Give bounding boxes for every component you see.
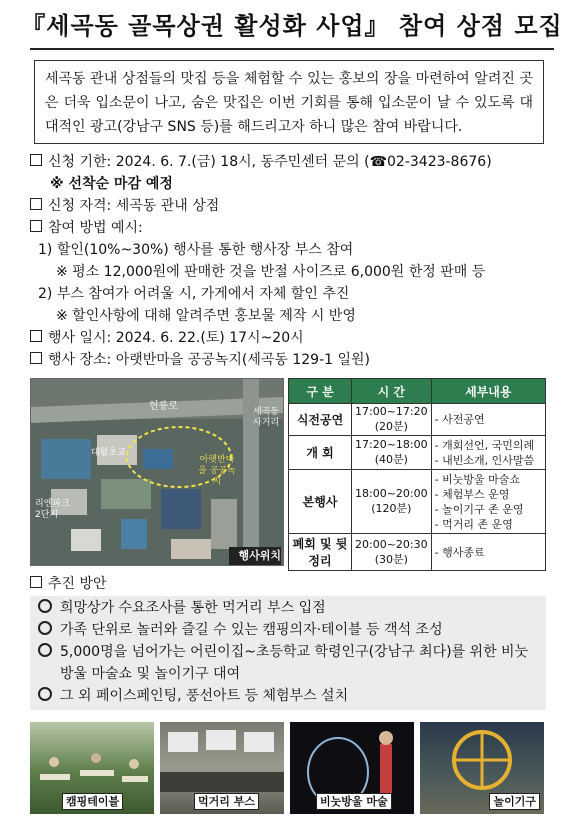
map-label-intersection: 세곡동 사거리 <box>253 407 280 428</box>
event-place-line <box>30 350 370 370</box>
list-item <box>38 620 443 640</box>
intro-box: 세곡동 관내 상점들의 맛집 등을 체험할 수 있는 홍보의 장을 마련하여 알려진 곳은 더욱 입소문이 나고, 숨은 맛집은 이번 기회를 통해 입소문이 날 수 있도록 대대적인 광고(강남구 SNS 등)를 해드리고자 하니 많은 참여 바랍니다. <box>34 60 544 144</box>
row-time <box>352 436 432 470</box>
plan-text: 희망상가 수요조사를 통한 먹거리 부스 입점 <box>60 600 326 616</box>
plan-text: 5,000명을 넘어가는 어린이집~초등학교 학령인구(강남구 최다)를 위한 비눗 <box>60 644 529 660</box>
table-header: 시 간 <box>352 379 432 404</box>
event-date-line <box>30 328 304 348</box>
circle-bullet-icon <box>38 621 52 635</box>
map-label-school: 대왕초교 <box>91 448 126 458</box>
method-1: 1) 할인(10%~30%) 행사를 통한 행사장 부스 참여 <box>38 242 354 258</box>
row-details <box>431 470 545 534</box>
photo-label: 비눗방울 마술 <box>316 793 392 810</box>
row-name: 폐회 및 뒷정리 <box>289 534 352 571</box>
duration: (40분) <box>374 453 408 466</box>
photo-label: 놀이기구 <box>489 793 540 810</box>
circle-bullet-icon <box>38 643 52 657</box>
time-range: 18:00~20:00 <box>355 487 428 500</box>
row-details <box>431 436 545 470</box>
method-title-line <box>30 218 143 238</box>
plan-text: 그 외 페이스페인팅, 풍선아트 등 체험부스 설치 <box>60 688 349 704</box>
photo-label: 캠핑테이블 <box>62 793 123 810</box>
list-item <box>38 686 348 706</box>
detail-item: - 먹거리 존 운영 <box>434 517 513 531</box>
plan-text: 가족 단위로 놀러와 즐길 수 있는 캠핑의자·테이블 등 객석 조성 <box>60 622 443 638</box>
duration: (30분) <box>374 552 408 566</box>
detail-item: - 체험부스 운영 <box>434 487 510 501</box>
table-row <box>289 534 546 571</box>
method-1-note: ※ 평소 12,000원에 판매한 것을 반절 사이즈로 6,000원 한정 판매 등 <box>56 264 486 280</box>
eligibility-text: 신청 자격: 세곡동 관내 상점 <box>48 198 220 214</box>
table-row <box>289 404 546 436</box>
schedule-table <box>288 378 546 571</box>
list-item <box>38 642 528 662</box>
deadline-line <box>30 152 492 172</box>
plan-title: 추진 방안 <box>48 576 107 592</box>
detail-item: - 비눗방울 마술쇼 <box>434 472 520 486</box>
deadline-text: 신청 기한: 2024. 6. 7.(금) 18시, 동주민센터 문의 (☎02-3423-8676) <box>48 154 492 170</box>
plan-title-line <box>30 574 107 594</box>
table-header-row <box>289 379 546 404</box>
checkbox-icon <box>30 154 42 166</box>
row-name: 식전공연 <box>289 404 352 436</box>
map-label-venue: 아랫반마을 공공녹지 <box>198 455 236 487</box>
detail-item: - 행사종료 <box>434 545 485 559</box>
checkbox-icon <box>30 330 42 342</box>
detail-item: - 사전공연 <box>434 413 485 426</box>
method-title: 참여 방법 예시: <box>48 220 143 236</box>
detail-item: - 내빈소개, 인사말씀 <box>434 453 535 467</box>
duration: (120분) <box>371 502 412 515</box>
photo-rides <box>420 722 544 814</box>
photo-food-booth <box>160 722 284 814</box>
photo-camping-table <box>30 722 154 814</box>
detail-item: - 개회선언, 국민의례 <box>434 438 535 452</box>
table-row <box>289 436 546 470</box>
checkbox-icon <box>30 352 42 364</box>
row-time <box>352 470 432 534</box>
event-place: 행사 장소: 아랫반마을 공공녹지(세곡동 129-1 일원) <box>48 352 371 368</box>
row-time <box>352 534 432 571</box>
checkbox-icon <box>30 576 42 588</box>
photo-label: 먹거리 부스 <box>194 793 259 810</box>
first-come-note: ※ 선착순 마감 예정 <box>50 176 173 192</box>
map-label-road: 헌릉로 <box>149 401 178 412</box>
detail-item: - 놀이기구 존 운영 <box>434 502 524 516</box>
eligibility-line <box>30 196 219 216</box>
table-header: 구 분 <box>289 379 352 404</box>
page-title: 『세곡동 골목상권 활성화 사업』 참여 상점 모집 <box>21 12 563 40</box>
time-range: 17:20~18:00 <box>355 438 428 451</box>
map-label-apartment: 리엔파크 2단지 <box>35 499 70 520</box>
row-name: 개 회 <box>289 436 352 470</box>
title-divider <box>30 48 554 50</box>
row-time <box>352 404 432 436</box>
list-item-continued: 방울 마술쇼 및 놀이기구 대여 <box>60 666 241 682</box>
photo-bubble-magic <box>290 722 414 814</box>
method-2-note: ※ 할인사항에 대해 알려주면 홍보물 제작 시 반영 <box>56 308 356 324</box>
event-location-map <box>30 378 284 566</box>
row-details <box>431 534 545 571</box>
time-range: 17:00~17:20 <box>355 405 428 418</box>
time-range: 20:00~20:30 <box>355 537 428 551</box>
list-item <box>38 598 326 618</box>
circle-bullet-icon <box>38 599 52 613</box>
plan-list <box>30 596 546 710</box>
row-details <box>431 404 545 436</box>
table-row <box>289 470 546 534</box>
method-2: 2) 부스 참여가 어려울 시, 가게에서 자체 할인 추진 <box>38 286 350 302</box>
checkbox-icon <box>30 198 42 210</box>
duration: (20분) <box>374 420 408 433</box>
table-header: 세부내용 <box>431 379 545 404</box>
event-date: 행사 일시: 2024. 6. 22.(토) 17시~20시 <box>48 330 304 346</box>
row-name: 본행사 <box>289 470 352 534</box>
map-caption: 행사위치 <box>238 549 281 562</box>
circle-bullet-icon <box>38 687 52 701</box>
checkbox-icon <box>30 220 42 232</box>
